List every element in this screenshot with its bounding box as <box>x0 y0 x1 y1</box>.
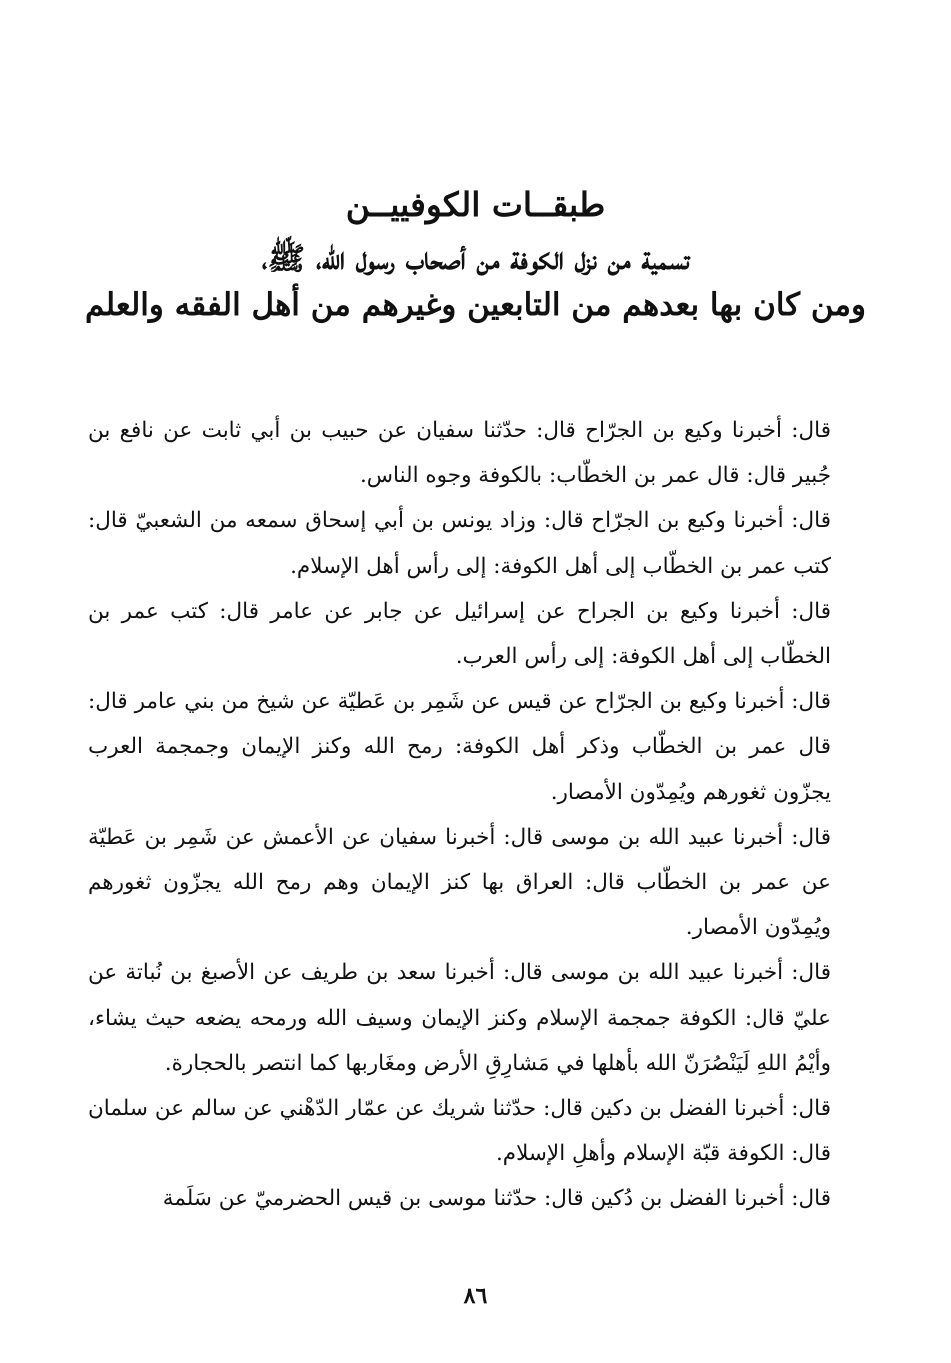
chapter-subtitle-line-1: تسمية من نزل الكوفة من أصحاب رسول الله، ﷺ، <box>261 241 690 277</box>
paragraph: قال: أخبرنا الفضل بن دكين قال: حدّثنا شريك عن عمّار الدّهْني عن سالم عن سلمان قال: الكوفة قبّة الإسلام وأهلِ الإسلام. <box>88 1096 831 1167</box>
paragraph: قال: أخبرنا وكيع بن الجراح عن إسرائيل عن جابر عن عامر قال: كتب عمر بن الخطّاب إلى أهل الكوفة: إلى رأس العرب. <box>88 598 831 670</box>
paragraph: قال: أخبرنا عبيد الله بن موسى قال: أخبرنا سعد بن طريف عن الأصبغ بن نُباتة عن عليّ قال: الكوفة جمجمة الإسلام وكنز الإيمان وسيف الله ورمحه يضعه حيث يشاء، وأيْمُ اللهِ لَيَنْصُرَنّ الله بأهلها في مَشارِقِ الأرض ومغَاربها كما انتصر بالحجارة. <box>88 960 831 1076</box>
paragraph: قال: أخبرنا وكيع بن الجرّاح عن قيس عن شَمِر بن عَطيّة عن شيخ من بني عامر قال: قال عمر بن الخطّاب وذكر أهل الكوفة: رمح الله وكنز الإيمان وجمجمة العرب يجزّون ثغورهم ويُمِدّون الأمصار. <box>88 689 831 805</box>
paragraph: قال: أخبرنا وكيع بن الجرّاح قال: حدّثنا سفيان عن حبيب بن أبي ثابت عن نافع بن جُبير قال: قال عمر بن الخطّاب: بالكوفة وجوه الناس. <box>88 418 831 489</box>
chapter-subtitle-line-2: ومن كان بها بعدهم من التابعين وغيرهم من أهل الفقه والعلم <box>84 287 867 323</box>
paragraph: قال: أخبرنا الفضل بن دُكين قال: حدّثنا موسى بن قيس الحضرميّ عن سَلَمة <box>162 1186 831 1212</box>
body-text <box>88 408 831 1222</box>
chapter-title: طبقــات الكوفييــن <box>345 185 606 224</box>
page-number: ٨٦ <box>463 1283 488 1309</box>
paragraph: قال: أخبرنا وكيع بن الجرّاح قال: وزاد يونس بن أبي إسحاق سمعه من الشعبيّ قال: كتب عمر بن الخطّاب إلى أهل الكوفة: إلى رأس أهل الإسلام. <box>88 508 831 579</box>
paragraph: قال: أخبرنا عبيد الله بن موسى قال: أخبرنا سفيان عن الأعمش عن شَمِر بن عَطيّة عن عمر بن الخطّاب قال: العراق بها كنز الإيمان وهم رمح الله يجزّون ثغورهم ويُمِدّون الأمصار. <box>88 824 831 941</box>
